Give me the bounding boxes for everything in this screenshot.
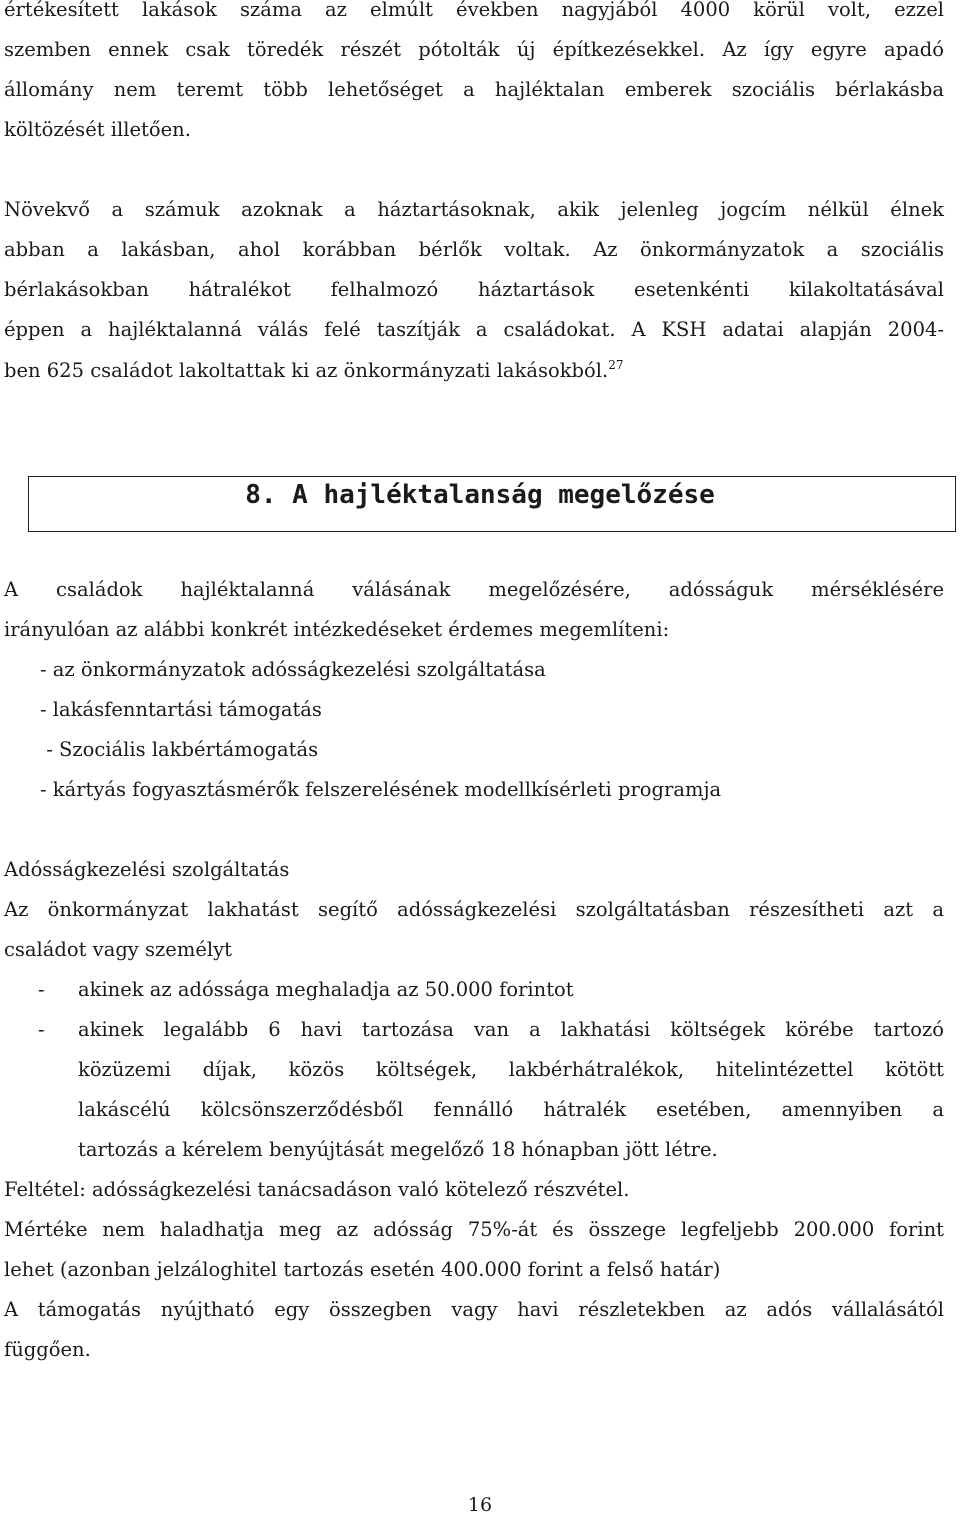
criteria-line: tartozás a kérelem benyújtását megelőző 18 hónapban jött létre. — [78, 1138, 718, 1161]
payment-line: függően. — [4, 1338, 91, 1361]
amount-line: lehet (azonban jelzáloghitel tartozás esetén 400.000 forint a felső határ) — [4, 1258, 721, 1281]
page-number: 16 — [467, 1494, 493, 1516]
amount-line: Mértéke nem haladhatja meg az adósság 75%-át és összege legfeljebb 200.000 forint — [4, 1218, 944, 1241]
measure-item: - az önkormányzatok adósságkezelési szolgáltatása — [40, 658, 546, 681]
debt-service-line: Az önkormányzat lakhatást segítő adósságkezelési szolgáltatásban részesítheti azt a — [4, 898, 944, 921]
criteria-dash: - — [38, 1018, 45, 1041]
criteria-dash: - — [38, 978, 45, 1001]
paragraph1-line: szemben ennek csak töredék részét pótolták új építkezésekkel. Az így egyre apadó — [4, 38, 944, 61]
payment-line: A támogatás nyújtható egy összegben vagy havi részletekben az adós vállalásától — [4, 1298, 944, 1321]
paragraph2-line: éppen a hajléktalanná válás felé taszítják a családokat. A KSH adatai alapján 2004- — [4, 318, 944, 341]
debt-service-line: családot vagy személyt — [4, 938, 232, 961]
intro-line: A családok hajléktalanná válásának megelőzésére, adósságuk mérséklésére — [4, 578, 944, 601]
intro-line: irányulóan az alábbi konkrét intézkedéseket érdemes megemlíteni: — [4, 618, 670, 641]
measure-item: - Szociális lakbértámogatás — [40, 738, 319, 761]
subsection-title: Adósságkezelési szolgáltatás — [4, 858, 290, 881]
measure-item: - kártyás fogyasztásmérők felszerelésének modellkísérleti programja — [40, 778, 722, 801]
condition-line: Feltétel: adósságkezelési tanácsadáson való kötelező részvétel. — [4, 1178, 630, 1201]
paragraph2-line: abban a lakásban, ahol korábban bérlők voltak. Az önkormányzatok a szociális — [4, 238, 944, 261]
paragraph2-last-line — [4, 358, 624, 382]
criteria-line: akinek az adóssága meghaladja az 50.000 forintot — [78, 978, 574, 1001]
criteria-line: akinek legalább 6 havi tartozása van a lakhatási költségek körébe tartozó — [78, 1018, 944, 1041]
paragraph2-line: ben 625 családot lakoltattak ki az önkormányzati lakásokból. — [4, 359, 609, 382]
section-heading: 8. A hajléktalanság megelőzése — [245, 480, 715, 510]
paragraph1-line: értékesített lakások száma az elmúlt években nagyjából 4000 körül volt, ezzel — [4, 0, 944, 21]
paragraph2-line: bérlakásokban hátralékot felhalmozó háztartások esetenkénti kilakoltatásával — [4, 278, 944, 301]
paragraph2-line: Növekvő a számuk azoknak a háztartásoknak, akik jelenleg jogcím nélkül élnek — [4, 198, 944, 221]
measure-item: - lakásfenntartási támogatás — [40, 698, 322, 721]
footnote-reference[interactable]: 27 — [608, 358, 624, 372]
criteria-line: közüzemi díjak, közös költségek, lakbérhátralékok, hitelintézettel kötött — [78, 1058, 944, 1081]
paragraph1-line: állomány nem teremt több lehetőséget a hajléktalan emberek szociális bérlakásba — [4, 78, 944, 101]
paragraph1-line: költözését illetően. — [4, 118, 191, 141]
criteria-line: lakáscélú kölcsönszerződésből fennálló hátralék esetében, amennyiben a — [78, 1098, 944, 1121]
